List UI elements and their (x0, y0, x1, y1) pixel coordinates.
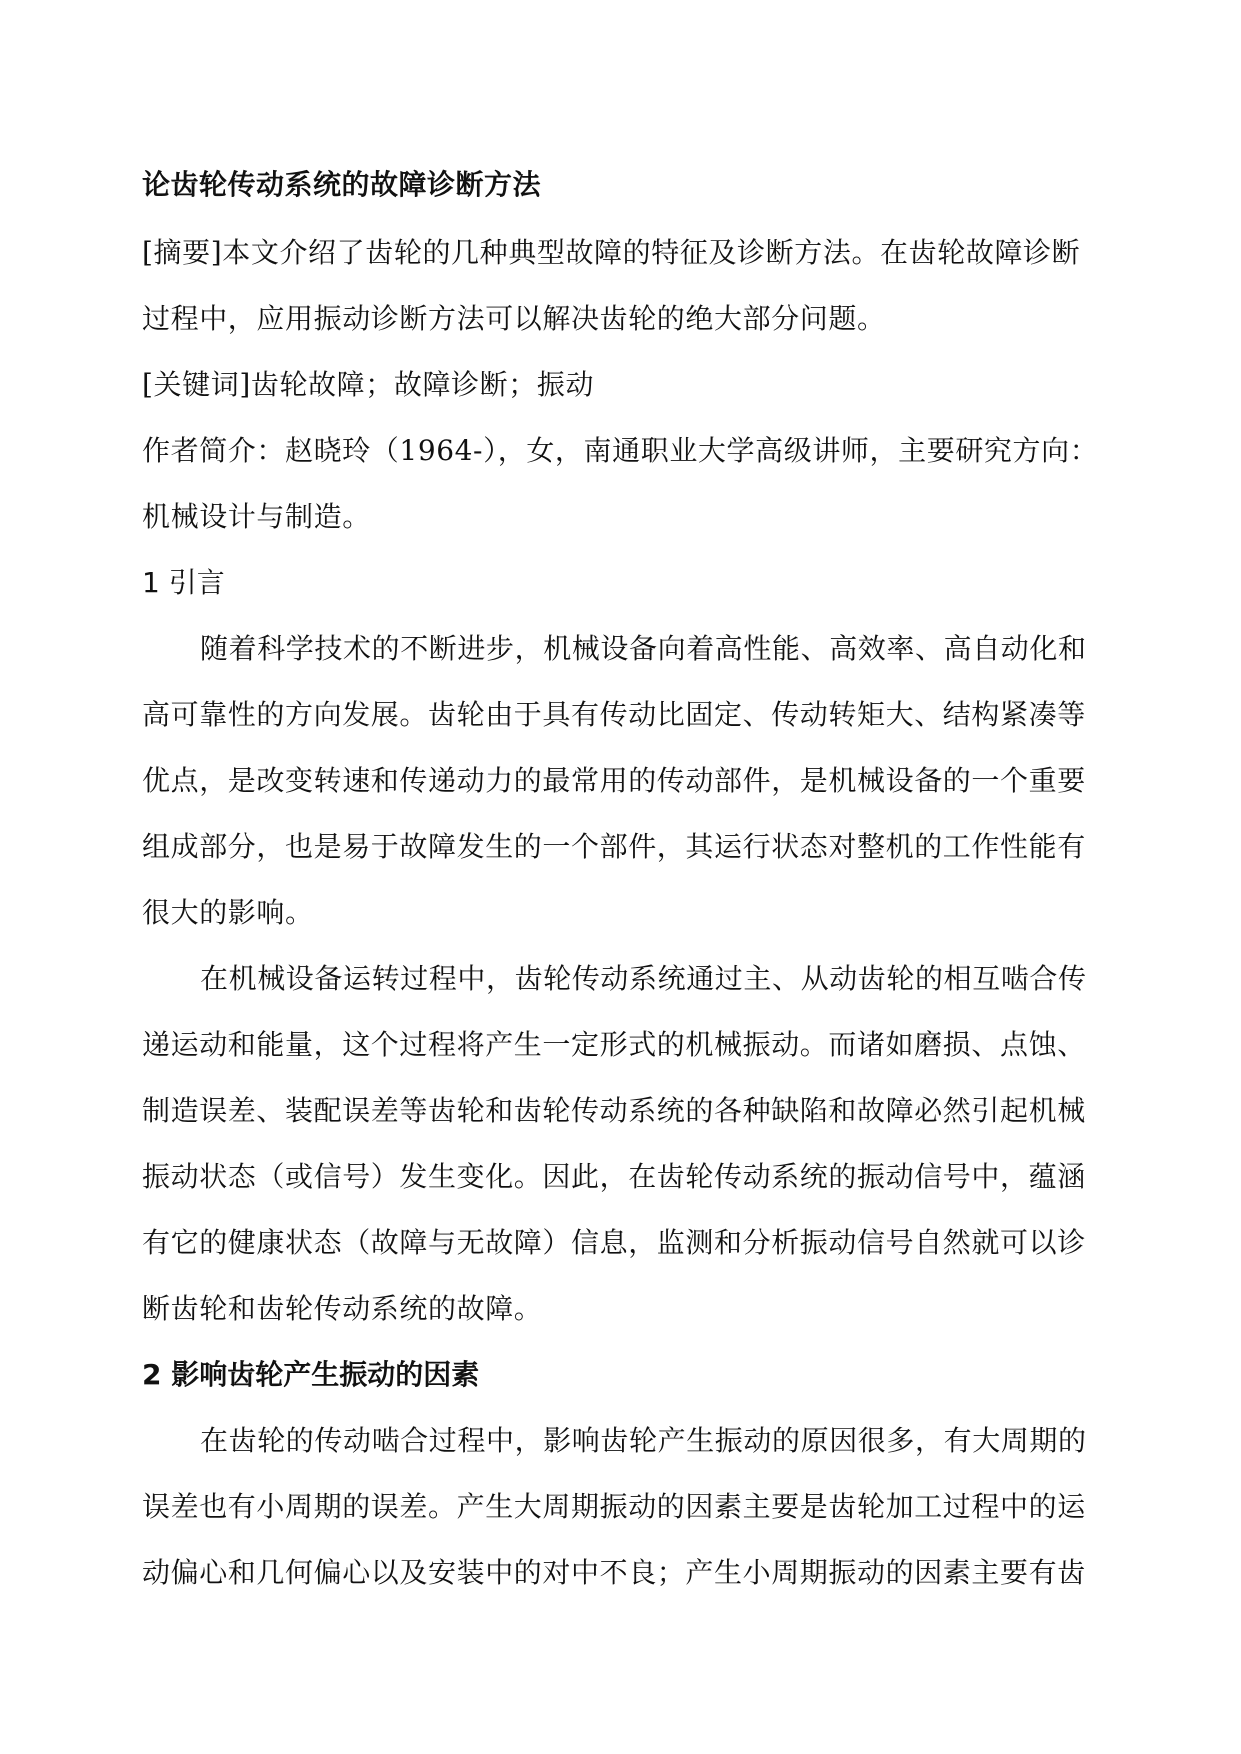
section-1-paragraph-2-line: 断齿轮和齿轮传动系统的故障。 (142, 1292, 543, 1325)
abstract-line-1: [摘要]本文介绍了齿轮的几种典型故障的特征及诊断方法。在齿轮故障诊断 (142, 236, 1081, 269)
section-2-paragraph-1-line: 误差也有小周期的误差。产生大周期振动的因素主要是齿轮加工过程中的运 (142, 1490, 1086, 1523)
keywords-line: [关键词]齿轮故障；故障诊断；振动 (142, 368, 595, 401)
section-1-paragraph-1-line: 组成部分，也是易于故障发生的一个部件，其运行状态对整机的工作性能有 (142, 830, 1086, 863)
section-1-paragraph-1-line: 随着科学技术的不断进步，机械设备向着高性能、高效率、高自动化和 (200, 632, 1087, 665)
author-line-2: 机械设计与制造。 (142, 500, 371, 533)
section-1-paragraph-1-line: 很大的影响。 (142, 896, 314, 929)
section-2-paragraph-1-line: 在齿轮的传动啮合过程中，影响齿轮产生振动的原因很多，有大周期的 (200, 1424, 1087, 1457)
document-page (142, 158, 1102, 1606)
abstract-line-2: 过程中，应用振动诊断方法可以解决齿轮的绝大部分问题。 (142, 302, 886, 335)
section-1-heading: 1 引言 (142, 566, 225, 599)
section-1-paragraph-2-line: 制造误差、装配误差等齿轮和齿轮传动系统的各种缺陷和故障必然引起机械 (142, 1094, 1086, 1127)
section-1-paragraph-2-line: 递运动和能量，这个过程将产生一定形式的机械振动。而诸如磨损、点蚀、 (142, 1028, 1086, 1061)
section-2-paragraph-1-line: 动偏心和几何偏心以及安装中的对中不良；产生小周期振动的因素主要有齿 (142, 1556, 1086, 1589)
author-line-1: 作者简介：赵晓玲（1964-），女，南通职业大学高级讲师，主要研究方向： (142, 434, 1099, 467)
section-1-paragraph-2-line: 振动状态（或信号）发生变化。因此，在齿轮传动系统的振动信号中，蕴涵 (142, 1160, 1086, 1193)
section-1-paragraph-1-line: 高可靠性的方向发展。齿轮由于具有传动比固定、传动转矩大、结构紧凑等 (142, 698, 1086, 731)
section-1-paragraph-2-line: 在机械设备运转过程中，齿轮传动系统通过主、从动齿轮的相互啮合传 (200, 962, 1087, 995)
document-title: 论齿轮传动系统的故障诊断方法 (142, 168, 542, 201)
section-1-paragraph-1-line: 优点，是改变转速和传递动力的最常用的传动部件，是机械设备的一个重要 (142, 764, 1086, 797)
section-2-heading: 2 影响齿轮产生振动的因素 (142, 1358, 480, 1391)
section-1-paragraph-2-line: 有它的健康状态（故障与无故障）信息，监测和分析振动信号自然就可以诊 (142, 1226, 1086, 1259)
